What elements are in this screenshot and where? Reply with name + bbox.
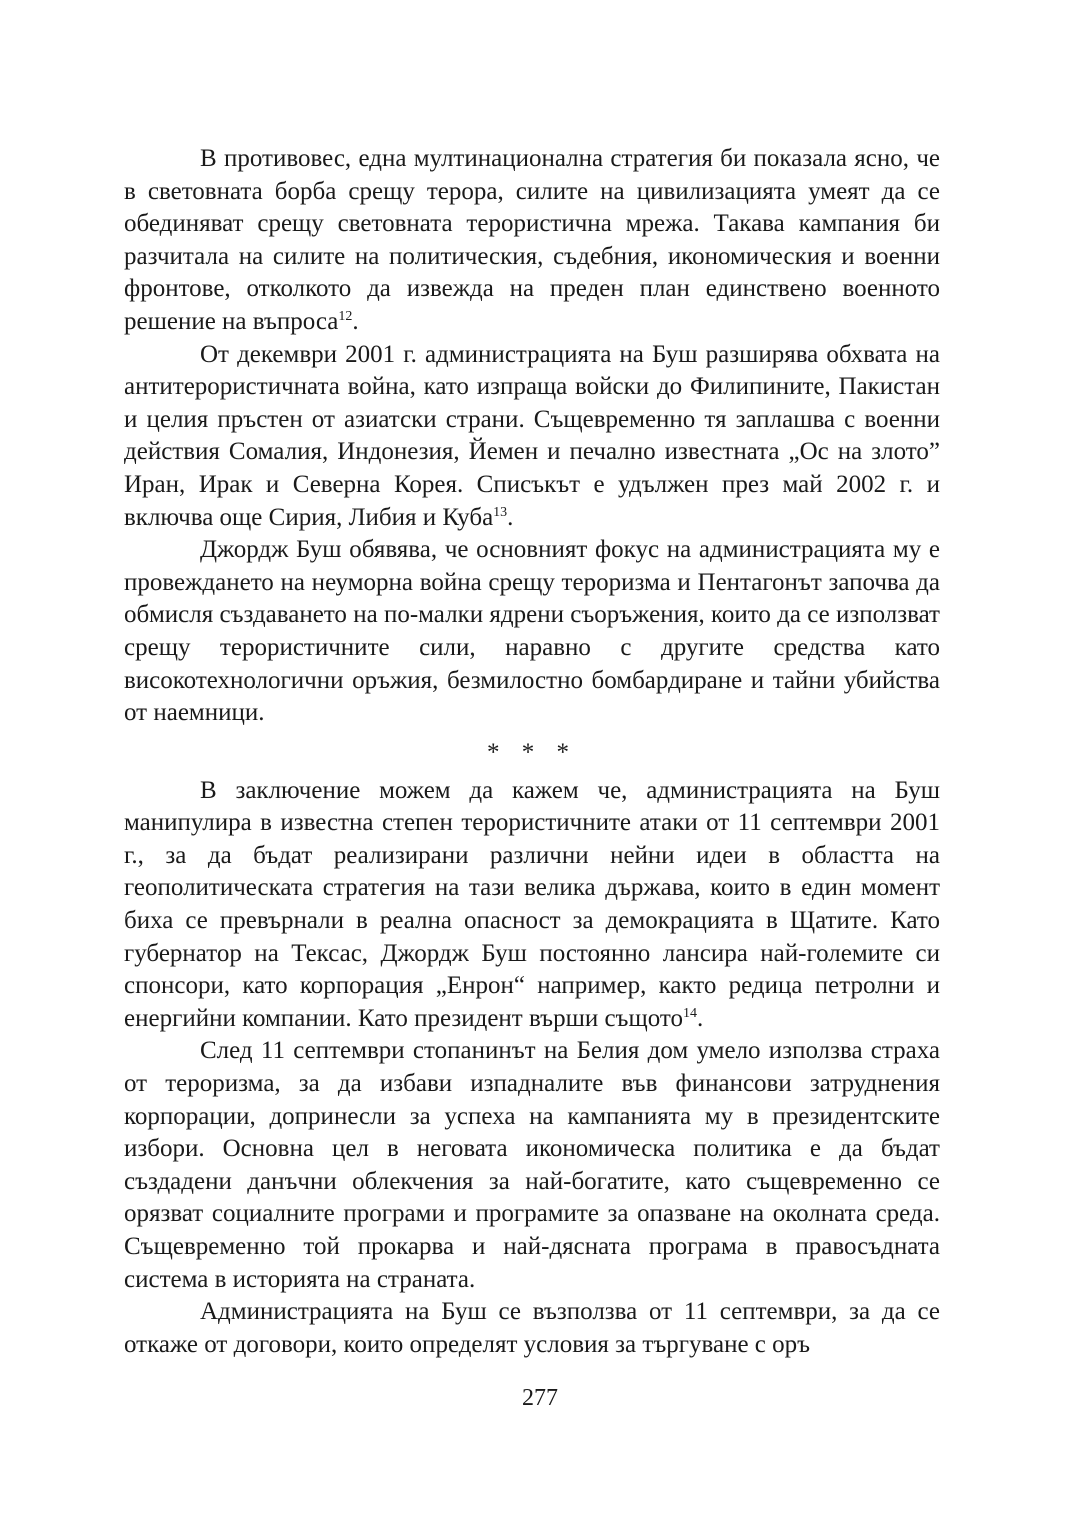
page-number: 277 — [522, 1385, 558, 1411]
paragraph-text: След 11 септември стопанинът на Белия дом умело използва страха от тероризма, за да избави изпадналите във финансови затруднения корпорации, допринесли за успеха на кампанията му в президентските избори. Основна цел в неговата икономическа политика е да бъдат създадени данъчни облекчения за най-богатите, като същевременно се орязват социалните програми и програмите за опазване на околната среда. Същевременно той прокарва и най-дясната програма в правосъдната система в историята на страната. — [124, 1037, 940, 1293]
page-body — [124, 143, 940, 1361]
paragraph — [124, 775, 940, 1036]
paragraph-tail: . — [507, 503, 514, 531]
paragraph — [124, 143, 940, 339]
paragraph — [124, 1035, 940, 1296]
paragraph-text: Администрацията на Буш се възползва от 11 септември, за да се откаже от договори, които определят условия за търгуване с оръ — [124, 1298, 940, 1358]
footnote-ref[interactable]: 14 — [683, 1005, 697, 1021]
footnote-ref[interactable]: 13 — [493, 504, 508, 520]
paragraph-text: Джордж Буш обявява, че основният фокус на администрацията му е провеждането на неуморна война срещу тероризма и Пентагонът започва да обмисля създаването на по-малки ядрени съоръжения, които да се използват срещу терористичните сили, наравно с другите средства като високотехнологични оръжия, безмилостно бомбардиране и тайни убийства от наемници. — [124, 536, 940, 727]
section-separator: * * * — [487, 738, 577, 766]
paragraph-tail: . — [697, 1004, 704, 1032]
paragraph-text: В противовес, една мултинационална стратегия би показала ясно, че в световната борба срещу терора, силите на цивилизацията умеят да се обединяват срещу световната терористична мрежа. Такава кампания би разчитала на силите на политическия, съдебния, икономическия и военни фронтове, отколкото да извежда на преден план единствено военното решение на въпроса — [124, 145, 940, 335]
paragraph — [124, 1296, 940, 1361]
paragraph-tail: . — [352, 307, 359, 335]
paragraph — [124, 534, 940, 730]
paragraph-text: В заключение можем да кажем че, администрацията на Буш манипулира в известна степен терористичните атаки от 11 септември 2001 г., за да бъдат реализирани различни нейни идеи в областта на геополитическата стратегия на тази велика държава, които в един момент биха се превърнали в реална опасност за демокрацията в Щатите. Като губернатор на Тексас, Джордж Буш постоянно лансира най-големите си спонсори, като корпорация „Енрон“ например, както редица петролни и енергийни компании. Като президент върши същото — [124, 776, 940, 1032]
paragraph-text: От декември 2001 г. администрацията на Буш разширява обхвата на антитерористичната война, като изпраща войски до Филипините, Пакистан и целия пръстен от азиатски страни. Същевременно тя заплашва с военни действия Сомалия, Индонезия, Йемен и печално известната „Ос на злото” Иран, Ирак и Северна Корея. Списъкът е удължен през май 2002 г. и включва още Сирия, Либия и Куба — [124, 340, 940, 531]
footnote-ref[interactable]: 12 — [338, 308, 353, 324]
paragraph — [124, 339, 940, 535]
